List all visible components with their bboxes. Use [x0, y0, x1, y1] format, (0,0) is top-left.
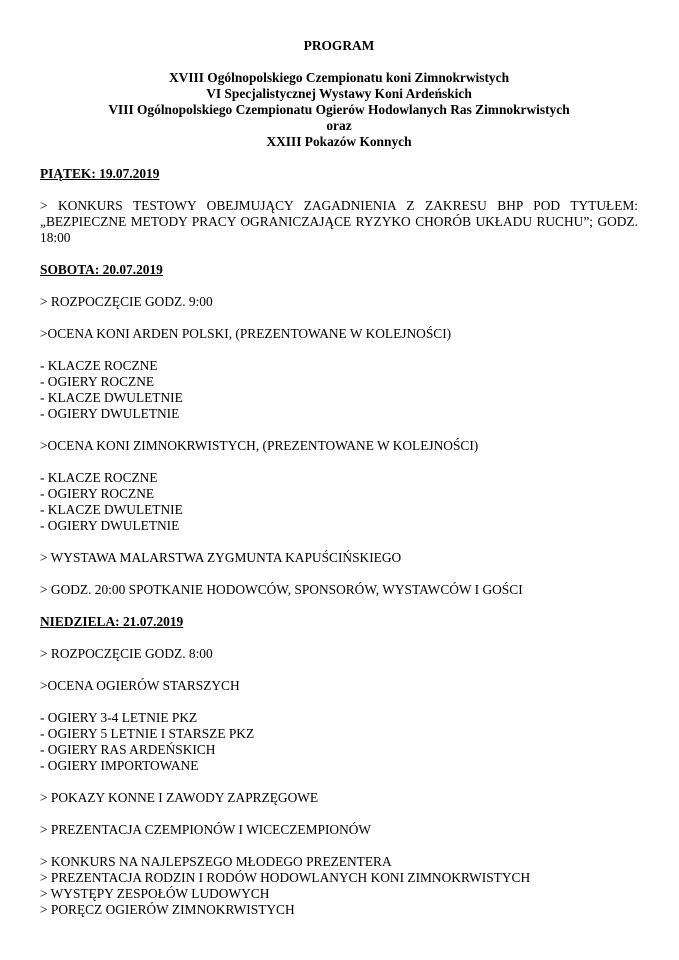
list-item: > PREZENTACJA RODZIN I RODÓW HODOWLANYCH KONI ZIMNOKRWISTYCH	[40, 870, 531, 885]
stallions-evaluation-list	[40, 710, 638, 774]
event-titles	[40, 70, 638, 150]
list-item: - OGIERY DWULETNIE	[40, 406, 180, 421]
event-title-line: XVIII Ogólnopolskiego Czempionatu koni Zimnokrwistych	[168, 70, 510, 85]
list-item: > WYSTĘPY ZESPOŁÓW LUDOWYCH	[40, 886, 270, 901]
coldblood-evaluation-intro: >OCENA KONI ZIMNOKRWISTYCH, (PREZENTOWANE W KOLEJNOŚCI)	[40, 438, 479, 453]
stallions-evaluation-intro: >OCENA OGIERÓW STARSZYCH	[40, 678, 240, 693]
list-item: - OGIERY IMPORTOWANE	[40, 758, 199, 773]
event-title-line: VI Specjalistycznej Wystawy Koni Ardeńskich	[206, 86, 472, 101]
list-item: - KLACZE DWULETNIE	[40, 390, 183, 405]
event-title-line: VIII Ogólnopolskiego Czempionatu Ogierów Hodowlanych Ras Zimnokrwistych	[108, 102, 570, 117]
list-item: - KLACZE DWULETNIE	[40, 502, 183, 517]
evening-meeting: > GODZ. 20:00 SPOTKANIE HODOWCÓW, SPONSORÓW, WYSTAWCÓW I GOŚCI	[40, 582, 523, 597]
champions-presentation: > PREZENTACJA CZEMPIONÓW I WICECZEMPIONÓW	[40, 822, 372, 837]
sunday-opening: > ROZPOCZĘCIE GODZ. 8:00	[40, 646, 213, 661]
list-item: - OGIERY RAS ARDEŃSKICH	[40, 742, 216, 757]
day-heading-friday: PIĄTEK: 19.07.2019	[40, 166, 160, 181]
list-item: > KONKURS NA NAJLEPSZEGO MŁODEGO PREZENTERA	[40, 854, 392, 869]
list-item: - OGIERY ROCZNE	[40, 374, 155, 389]
day-heading-sunday: NIEDZIELA: 21.07.2019	[40, 614, 184, 629]
list-item: - KLACZE ROCZNE	[40, 358, 158, 373]
event-title-line: XXIII Pokazów Konnych	[266, 134, 412, 149]
program-document	[40, 38, 638, 934]
list-item: - OGIERY DWULETNIE	[40, 518, 180, 533]
final-events-list	[40, 854, 638, 918]
list-item: > PORĘCZ OGIERÓW ZIMNOKRWISTYCH	[40, 902, 295, 917]
arden-evaluation-intro: >OCENA KONI ARDEN POLSKI, (PREZENTOWANE W KOLEJNOŚCI)	[40, 326, 452, 341]
event-title-line: oraz	[326, 118, 352, 133]
painting-exhibition: > WYSTAWA MALARSTWA ZYGMUNTA KAPUŚCIŃSKIEGO	[40, 550, 402, 565]
program-title: PROGRAM	[303, 38, 375, 53]
arden-evaluation-list	[40, 358, 638, 422]
list-item: - OGIERY 5 LETNIE I STARSZE PKZ	[40, 726, 255, 741]
horse-shows: > POKAZY KONNE I ZAWODY ZAPRZĘGOWE	[40, 790, 319, 805]
coldblood-evaluation-list	[40, 470, 638, 534]
list-item: - OGIERY 3-4 LETNIE PKZ	[40, 710, 198, 725]
friday-item: > KONKURS TESTOWY OBEJMUJĄCY ZAGADNIENIA Z ZAKRESU BHP POD TYTUŁEM: „BEZPIECZNE METODY PRACY OGRANICZAJĄCE RYZYKO CHORÓB UKŁADU RUCHU”; GODZ. 18:00	[40, 198, 638, 245]
list-item: - OGIERY ROCZNE	[40, 486, 155, 501]
list-item: - KLACZE ROCZNE	[40, 470, 158, 485]
saturday-opening: > ROZPOCZĘCIE GODZ. 9:00	[40, 294, 213, 309]
day-heading-saturday: SOBOTA: 20.07.2019	[40, 262, 163, 277]
